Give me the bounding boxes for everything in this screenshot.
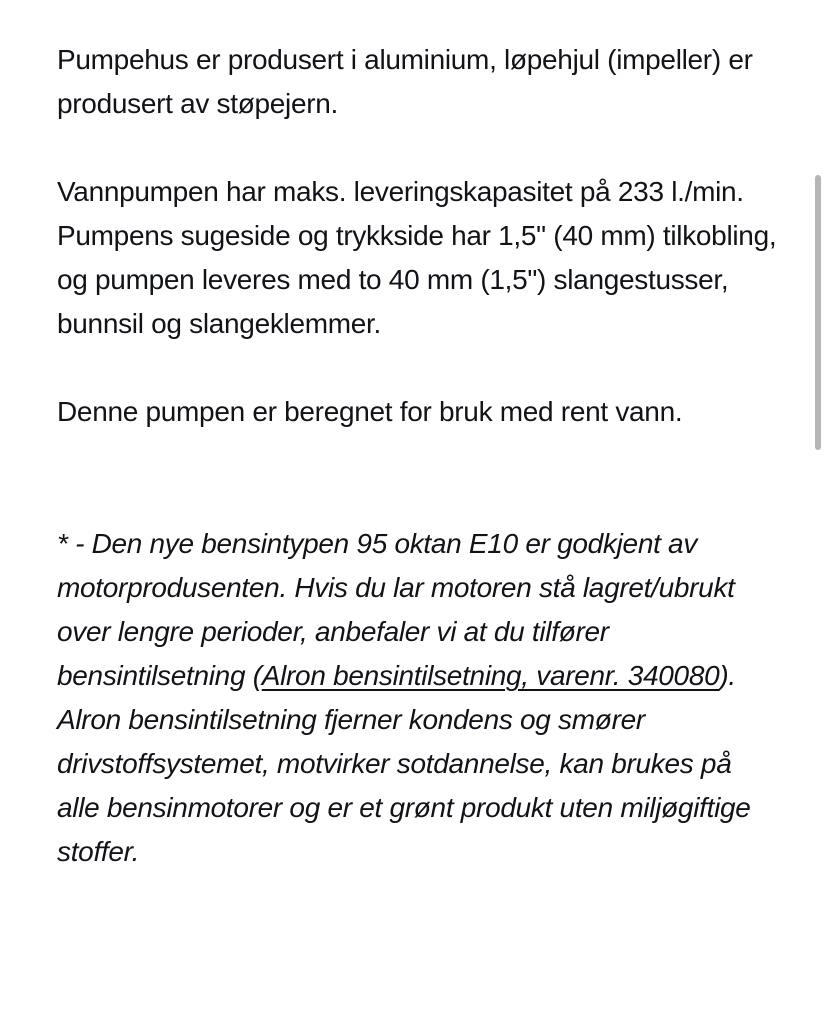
description-paragraph-usage: Denne pumpen er beregnet for bruk med rent vann. [57, 396, 683, 427]
description-paragraph-capacity: Vannpumpen har maks. leveringskapasitet på 233 l./min. Pumpens sugeside og trykkside har 1,5" (40 mm) tilkobling, og pumpen leveres med to 40 mm (1,5") slangestusser, bunnsil og slangeklemmer. [57, 176, 777, 339]
fuel-note-second-line: Alron bensintilsetning fjerner kondens og smører drivstoffsystemet, motvirker sotdannelse, kan brukes på alle bensinmotorer og er et grønt produkt uten miljøgiftige stoffer. [57, 704, 751, 867]
description-paragraph-material: Pumpehus er produsert i aluminium, løpehjul (impeller) er produsert av støpejern. [57, 44, 753, 119]
product-description [57, 38, 777, 874]
fuel-note-text-after: ). [719, 660, 736, 691]
fuel-note [57, 522, 777, 874]
vertical-scrollbar[interactable] [815, 175, 821, 450]
fuel-note-text-before: * - Den nye bensintypen 95 oktan E10 er godkjent av motorprodusenten. Hvis du lar motoren stå lagret/ubrukt over lengre perioder, anbefaler vi at du tilfører bensintilsetning ( [57, 528, 735, 691]
alron-product-link[interactable]: Alron bensintilsetning, varenr. 340080 [261, 660, 720, 691]
